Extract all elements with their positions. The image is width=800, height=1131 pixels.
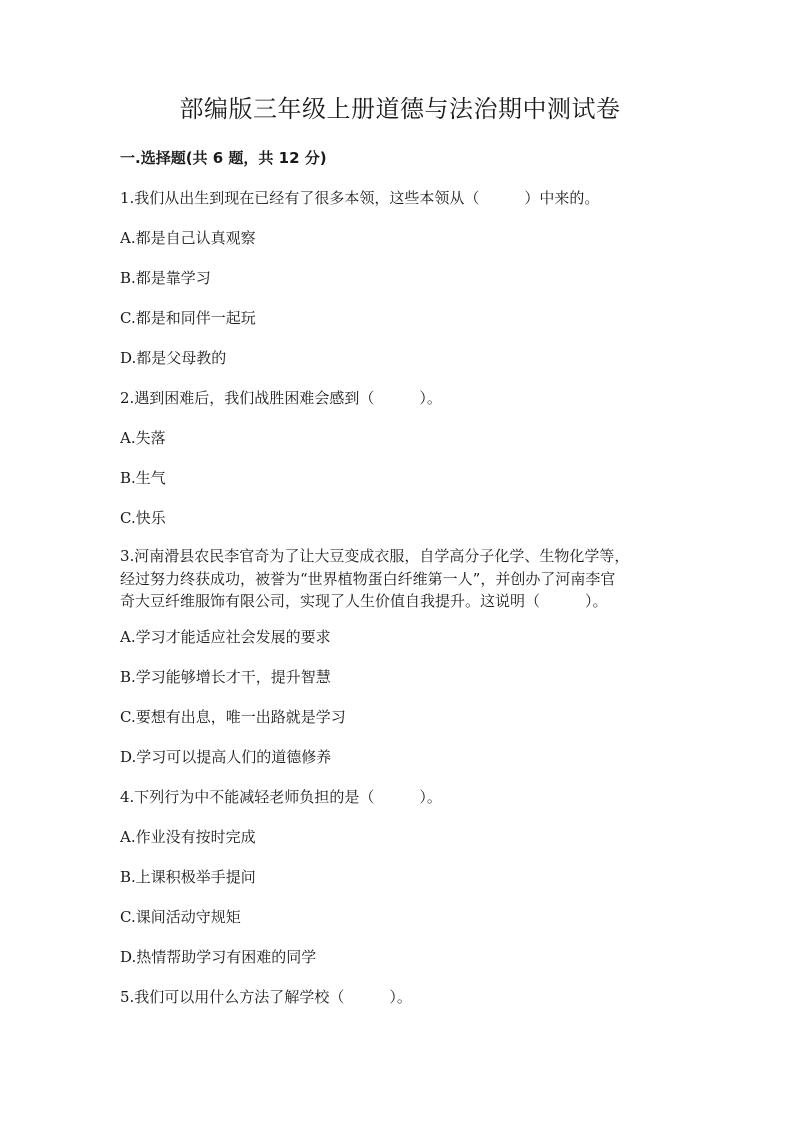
question-3-stem-line-1: 3.河南滑县农民李官奇为了让大豆变成衣服，自学高分子化学、生物化学等， — [120, 547, 630, 565]
question-3-option-a: A.学习才能适应社会发展的要求 — [120, 628, 331, 646]
question-1-option-c: C.都是和同伴一起玩 — [120, 309, 256, 327]
question-3-stem — [120, 545, 680, 613]
question-1-option-a: A.都是自己认真观察 — [120, 229, 256, 247]
page-title: 部编版三年级上册道德与法治期中测试卷 — [179, 95, 621, 123]
question-3-option-b: B.学习能够增长才干，提升智慧 — [120, 668, 331, 686]
question-5-stem: 5.我们可以用什么方法了解学校（ ）。 — [120, 988, 412, 1006]
question-1-option-b: B.都是靠学习 — [120, 269, 211, 287]
question-4-option-b: B.上课积极举手提问 — [120, 868, 256, 886]
question-4-option-c: C.课间活动守规矩 — [120, 908, 241, 926]
section-heading: 一.选择题(共 6 题，共 12 分) — [120, 149, 327, 167]
question-3-option-c: C.要想有出息，唯一出路就是学习 — [120, 708, 346, 726]
question-2-option-a: A.失落 — [120, 429, 166, 447]
question-2-option-c: C.快乐 — [120, 509, 166, 527]
question-3-stem-line-2: 经过努力终获成功，被誉为“世界植物蛋白纤维第一人”，并创办了河南李官 — [120, 569, 616, 588]
question-1-stem: 1.我们从出生到现在已经有了很多本领，这些本领从（ ）中来的。 — [120, 189, 600, 207]
question-4-option-a: A.作业没有按时完成 — [120, 828, 256, 846]
question-1-option-d: D.都是父母教的 — [120, 349, 227, 367]
question-3-stem-line-3: 奇大豆纤维服饰有限公司，实现了人生价值自我提升。这说明（ ）。 — [120, 592, 608, 610]
question-4-option-d: D.热情帮助学习有困难的同学 — [120, 948, 317, 966]
question-3-option-d: D.学习可以提高人们的道德修养 — [120, 748, 332, 766]
question-4-stem: 4.下列行为中不能减轻老师负担的是（ ）。 — [120, 788, 442, 806]
question-2-option-b: B.生气 — [120, 469, 166, 487]
question-2-stem: 2.遇到困难后，我们战胜困难会感到（ ）。 — [120, 389, 442, 407]
